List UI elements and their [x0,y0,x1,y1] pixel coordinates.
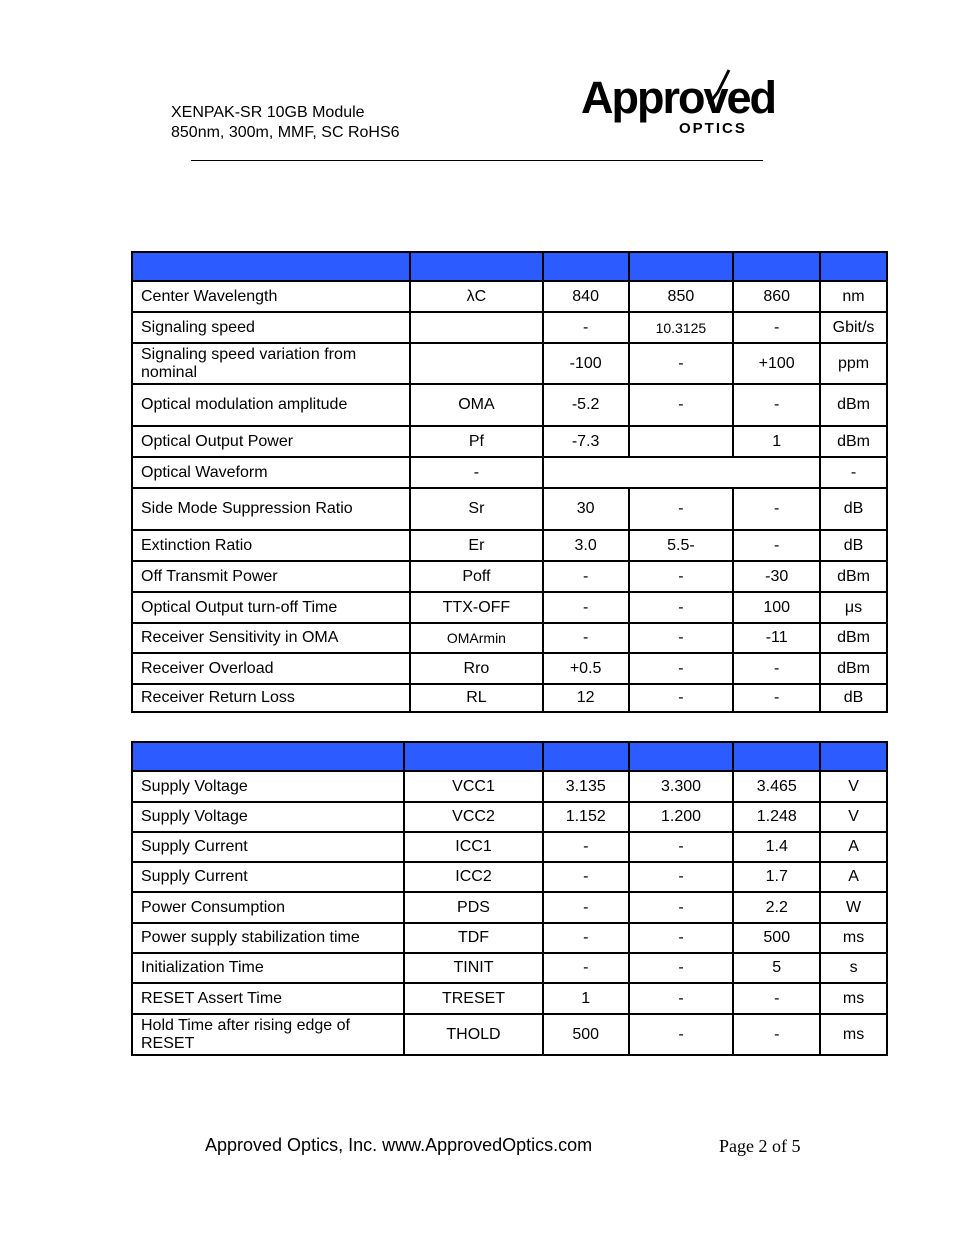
symbol-cell: Sr [410,488,543,530]
table-row [132,488,887,530]
min-cell: 3.0 [543,530,629,561]
unit-cell: V [820,771,887,802]
optical-characteristics-table [131,251,888,713]
min-cell: 1.152 [543,802,629,832]
parameter-cell: Receiver Return Loss [132,684,410,712]
unit-cell: dB [820,530,887,561]
symbol-cell: TRESET [404,983,543,1014]
parameter-cell: Supply Voltage [132,802,404,832]
max-cell: 3.465 [733,771,820,802]
symbol-cell: - [410,457,543,488]
parameter-cell: Optical Output turn-off Time [132,592,410,623]
footer-company: Approved Optics, Inc. www.ApprovedOptics.com [205,1135,593,1155]
optical-table-body [132,252,887,712]
electrical-table-body [132,742,887,1055]
symbol-cell: VCC2 [404,802,543,832]
unit-cell: dBm [820,653,887,684]
min-cell: +0.5 [543,653,629,684]
header-cell [132,742,404,771]
min-cell: - [543,592,629,623]
parameter-cell: RESET Assert Time [132,983,404,1014]
symbol-cell: λC [410,281,543,312]
min-cell: - [543,561,629,592]
typ-cell: - [629,983,734,1014]
symbol-cell: ICC1 [404,832,543,862]
unit-cell: A [820,832,887,862]
typ-cell: - [629,653,734,684]
unit-cell: μs [820,592,887,623]
max-cell: 100 [733,592,820,623]
max-cell: -11 [733,623,820,653]
parameter-cell: Side Mode Suppression Ratio [132,488,410,530]
parameter-cell: Power Consumption [132,892,404,923]
header-cell [410,252,543,281]
electrical-characteristics-table [131,741,888,1056]
symbol-cell: Rro [410,653,543,684]
table-row [132,771,887,802]
min-cell: - [543,862,629,892]
min-cell: 840 [543,281,629,312]
min-cell: 1 [543,983,629,1014]
min-cell: - [543,312,629,343]
header-cell [629,742,734,771]
unit-cell: ms [820,1014,887,1055]
min-cell: 3.135 [543,771,629,802]
symbol-cell: THOLD [404,1014,543,1055]
header-cell [820,742,887,771]
max-cell: - [733,488,820,530]
logo-check-mark-icon [581,68,781,143]
header-cell [132,252,410,281]
typ-cell: 3.300 [629,771,734,802]
symbol-cell: TTX-OFF [410,592,543,623]
min-cell: - [543,623,629,653]
parameter-cell: Optical Output Power [132,426,410,457]
parameter-cell: Optical modulation amplitude [132,384,410,426]
typ-cell: - [629,488,734,530]
max-cell: - [733,653,820,684]
max-cell: - [733,312,820,343]
value-cell [543,457,820,488]
max-cell: 1.7 [733,862,820,892]
header-cell [543,252,629,281]
parameter-cell: Signaling speed variation from nominal [132,343,410,384]
unit-cell: A [820,862,887,892]
typ-cell: 1.200 [629,802,734,832]
approved-optics-logo [581,68,781,143]
max-cell: 5 [733,953,820,983]
typ-cell: - [629,623,734,653]
typ-cell: - [629,923,734,953]
table-row [132,281,887,312]
product-subtitle: 850nm, 300m, MMF, SC RoHS6 [171,124,400,141]
symbol-cell: Poff [410,561,543,592]
unit-cell: nm [820,281,887,312]
header-cell [629,252,734,281]
unit-cell: ms [820,923,887,953]
typ-cell: 10.3125 [629,312,734,343]
typ-cell: 850 [629,281,734,312]
min-cell: - [543,832,629,862]
parameter-cell: Receiver Sensitivity in OMA [132,623,410,653]
table-row [132,384,887,426]
unit-cell: dB [820,684,887,712]
table-row [132,426,887,457]
symbol-cell: TINIT [404,953,543,983]
parameter-cell: Supply Voltage [132,771,404,802]
max-cell: - [733,384,820,426]
parameter-cell: Supply Current [132,832,404,862]
max-cell: -30 [733,561,820,592]
unit-cell: dBm [820,623,887,653]
max-cell: - [733,684,820,712]
typ-cell: - [629,1014,734,1055]
unit-cell: dB [820,488,887,530]
min-cell: 500 [543,1014,629,1055]
table-row [132,983,887,1014]
header-cell [733,252,820,281]
table-row [132,892,887,923]
unit-cell: s [820,953,887,983]
parameter-cell: Center Wavelength [132,281,410,312]
max-cell: 2.2 [733,892,820,923]
typ-cell: - [629,892,734,923]
table-row [132,592,887,623]
parameter-cell: Signaling speed [132,312,410,343]
table-row [132,862,887,892]
max-cell: - [733,530,820,561]
symbol-cell [410,312,543,343]
parameter-cell: Power supply stabilization time [132,923,404,953]
footer-page-number: Page 2 of 5 [719,1136,801,1156]
typ-cell: 5.5- [629,530,734,561]
table-row [132,530,887,561]
symbol-cell: PDS [404,892,543,923]
product-title: XENPAK-SR 10GB Module [171,104,365,121]
symbol-cell [410,343,543,384]
symbol-cell: OMArmin [410,623,543,653]
symbol-cell: VCC1 [404,771,543,802]
max-cell: +100 [733,343,820,384]
typ-cell: - [629,953,734,983]
max-cell: - [733,1014,820,1055]
table-row [132,312,887,343]
table-row [132,1014,887,1055]
table-row [132,802,887,832]
max-cell: 1 [733,426,820,457]
symbol-cell: ICC2 [404,862,543,892]
parameter-cell: Optical Waveform [132,457,410,488]
max-cell: 500 [733,923,820,953]
typ-cell: - [629,561,734,592]
parameter-cell: Off Transmit Power [132,561,410,592]
header-cell [543,742,629,771]
typ-cell: - [629,384,734,426]
unit-cell: dBm [820,561,887,592]
table-row [132,561,887,592]
symbol-cell: Er [410,530,543,561]
table-row [132,653,887,684]
typ-cell: - [629,832,734,862]
parameter-cell: Initialization Time [132,953,404,983]
unit-cell: V [820,802,887,832]
typ-cell [629,426,734,457]
header-cell [404,742,543,771]
table-row [132,343,887,384]
min-cell: - [543,892,629,923]
symbol-cell: RL [410,684,543,712]
table-row [132,953,887,983]
min-cell: -7.3 [543,426,629,457]
parameter-cell: Receiver Overload [132,653,410,684]
table-header-row [132,742,887,771]
parameter-cell: Extinction Ratio [132,530,410,561]
max-cell: 1.4 [733,832,820,862]
min-cell: 30 [543,488,629,530]
typ-cell: - [629,684,734,712]
typ-cell: - [629,343,734,384]
symbol-cell: TDF [404,923,543,953]
min-cell: -100 [543,343,629,384]
header-divider [191,160,763,161]
unit-cell: dBm [820,384,887,426]
min-cell: - [543,953,629,983]
table-header-row [132,252,887,281]
max-cell: 860 [733,281,820,312]
logo-subtext: OPTICS [679,120,747,137]
parameter-cell: Hold Time after rising edge of RESET [132,1014,404,1055]
max-cell: 1.248 [733,802,820,832]
unit-cell: dBm [820,426,887,457]
table-row [132,457,887,488]
header-cell [733,742,820,771]
table-row [132,623,887,653]
max-cell: - [733,983,820,1014]
typ-cell: - [629,592,734,623]
unit-cell: ppm [820,343,887,384]
table-row [132,684,887,712]
unit-cell: ms [820,983,887,1014]
unit-cell: Gbit/s [820,312,887,343]
unit-cell: - [820,457,887,488]
symbol-cell: Pf [410,426,543,457]
document-header [171,103,400,143]
min-cell: -5.2 [543,384,629,426]
table-row [132,923,887,953]
parameter-cell: Supply Current [132,862,404,892]
table-row [132,832,887,862]
logo-wordmark: Approved [581,72,776,123]
symbol-cell: OMA [410,384,543,426]
typ-cell: - [629,862,734,892]
min-cell: - [543,923,629,953]
unit-cell: W [820,892,887,923]
header-cell [820,252,887,281]
min-cell: 12 [543,684,629,712]
